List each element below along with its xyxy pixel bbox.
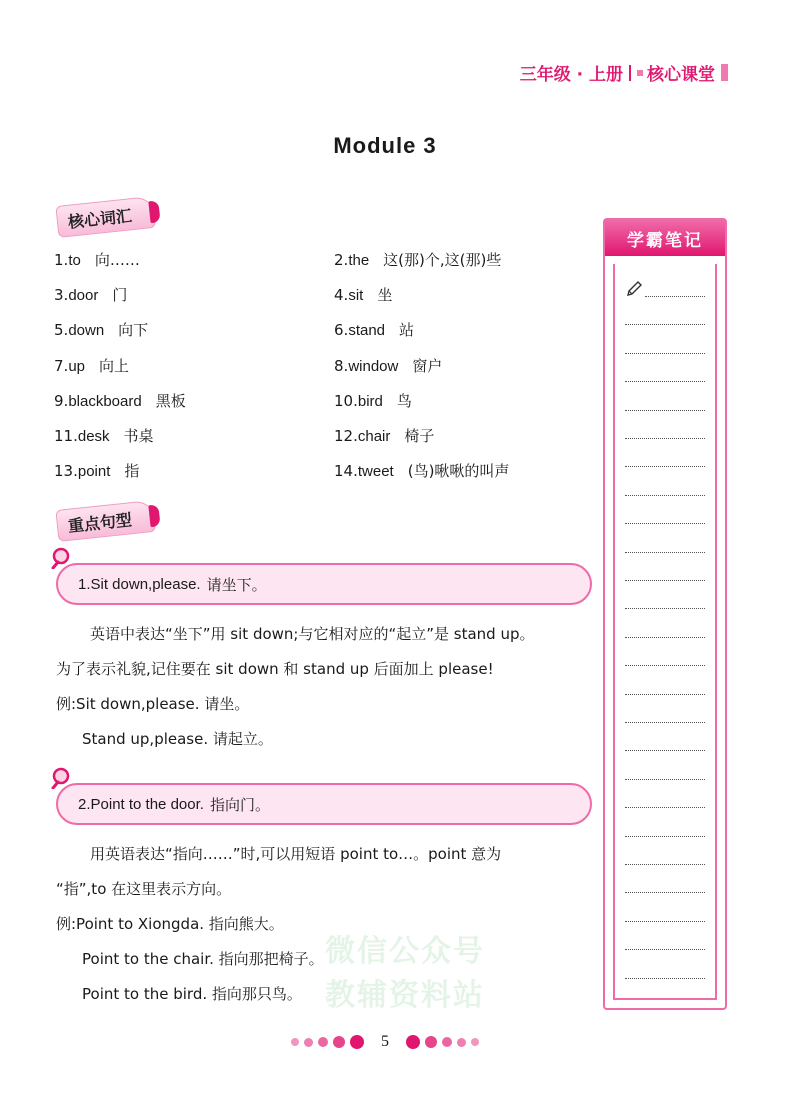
footer-dot: [425, 1036, 437, 1048]
vocab-item: 4.sit 坐: [334, 286, 393, 305]
note-line: [625, 410, 705, 411]
vocab-item: 9.blackboard 黑板: [54, 391, 186, 410]
module-title: Module 3: [333, 133, 437, 158]
example-line: 例:Point to Xiongda. 指向熊大。: [56, 915, 284, 933]
example-line: Stand up,please. 请起立。: [82, 730, 273, 748]
vocab-item: 14.tweet (鸟)啾啾的叫声: [334, 462, 510, 481]
note-line: [625, 921, 705, 922]
note-line: [625, 353, 705, 354]
watermark-line: 教辅资料站: [325, 978, 485, 1013]
example-line: Point to the chair. 指向那把椅子。: [82, 950, 324, 968]
explanation-line: 英语中表达“坐下”用 sit down;与它相对应的“起立”是 stand up。: [90, 625, 535, 643]
page-number: 5: [381, 1033, 389, 1050]
note-line: [625, 779, 705, 780]
note-line: [625, 381, 705, 382]
note-line: [625, 438, 705, 439]
key-sentence-1-en: 1.Sit down,please.: [78, 575, 201, 593]
example-line: Point to the bird. 指向那只鸟。: [82, 985, 302, 1003]
note-line: [625, 495, 705, 496]
vocab-item: 13.point 指: [54, 462, 140, 481]
notes-panel: [603, 218, 727, 1010]
header-square-icon: [637, 70, 643, 76]
vocab-item: 2.the 这(那)个,这(那)些: [334, 251, 502, 269]
key-sentence-1-bar: [56, 563, 592, 605]
page-header: [520, 60, 728, 85]
pencil-icon: [625, 280, 643, 298]
footer-dot: [442, 1037, 452, 1047]
note-line: [625, 750, 705, 751]
vocab-list: [54, 248, 594, 494]
watermark: [300, 930, 510, 1018]
footer-dot: [406, 1035, 420, 1049]
note-line: [625, 694, 705, 695]
header-divider: [629, 65, 631, 81]
footer-dot: [471, 1038, 479, 1046]
note-line: [625, 722, 705, 723]
key-sentence-1-explanation: [56, 617, 592, 757]
sentence-section-tag: [55, 500, 156, 542]
footer-dot: [318, 1037, 328, 1047]
vocab-item: 8.window 窗户: [334, 356, 443, 375]
vocab-item: 7.up 向上: [54, 356, 130, 375]
note-line: [625, 665, 705, 666]
key-sentence-1-cn: 请坐下。: [206, 575, 267, 594]
header-bar-icon: [721, 64, 728, 81]
notes-lines-area: [613, 264, 717, 1000]
note-line: [625, 949, 705, 950]
footer-dot: [457, 1038, 466, 1047]
explanation-line: 为了表示礼貌,记住要在 sit down 和 stand up 后面加上 please!: [56, 660, 494, 678]
page-footer: [0, 1033, 770, 1051]
footer-dot: [291, 1038, 299, 1046]
note-line: [625, 324, 705, 325]
note-line: [625, 807, 705, 808]
key-sentence-2-en: 2.Point to the door.: [78, 795, 204, 813]
note-line: [625, 892, 705, 893]
footer-dot: [333, 1036, 345, 1048]
vocab-item: 5.down 向下: [54, 321, 149, 340]
note-line: [625, 978, 705, 979]
key-sentence-2-bar: [56, 783, 592, 825]
note-line: [625, 608, 705, 609]
vocab-section-label: 核心词汇: [67, 205, 133, 232]
sentence-section-label: 重点句型: [67, 509, 133, 536]
magnifier-icon: [50, 547, 72, 569]
explanation-line: 用英语表达“指向……”时,可以用短语 point to…。point 意为: [90, 845, 502, 863]
note-line: [645, 296, 705, 297]
key-sentence-2-cn: 指向门。: [209, 795, 270, 814]
vocab-item: 3.door 门: [54, 286, 128, 305]
note-line: [625, 864, 705, 865]
watermark-line: 微信公众号: [325, 934, 485, 969]
magnifier-icon: [50, 767, 72, 789]
note-line: [625, 836, 705, 837]
note-line: [625, 637, 705, 638]
vocab-item: 11.desk 书桌: [54, 426, 154, 445]
note-line: [625, 552, 705, 553]
vocab-item: 6.stand 站: [334, 321, 415, 340]
example-line: 例:Sit down,please. 请坐。: [56, 695, 250, 713]
series-label: 核心课堂: [647, 65, 715, 85]
grade-label: 三年级 · 上册: [519, 65, 623, 85]
vocab-section-tag: [55, 196, 156, 238]
notes-title: 学霸笔记: [605, 220, 725, 256]
vocab-item: 10.bird 鸟: [334, 391, 412, 410]
vocab-item: 1.to 向……: [54, 251, 140, 269]
note-line: [625, 580, 705, 581]
note-line: [625, 466, 705, 467]
note-line: [625, 523, 705, 524]
explanation-line: “指”,to 在这里表示方向。: [56, 880, 232, 898]
footer-dot: [304, 1038, 313, 1047]
footer-dot: [350, 1035, 364, 1049]
vocab-item: 12.chair 椅子: [334, 426, 435, 445]
